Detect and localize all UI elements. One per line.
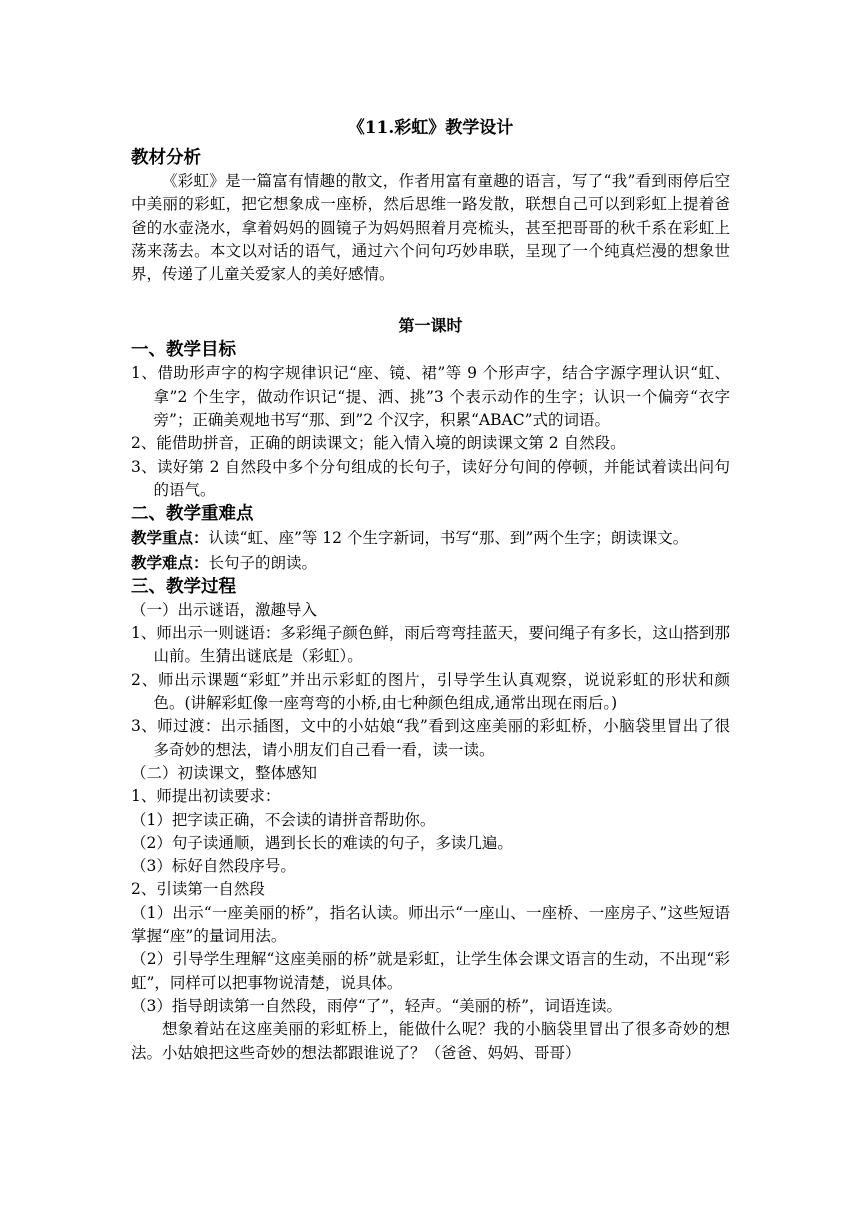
process-item: 1、师提出初读要求： xyxy=(131,787,281,806)
goal-item: 3、读好第 2 自然段中多个分句组成的长句子，读好分句间的停顿，并能试着读出问句的语气。 xyxy=(131,457,730,499)
process-item: 2、师出示课题“彩虹”并出示彩虹的图片，引导学生认真观察，说说彩虹的形状和颜色。(讲解彩虹像一座弯弯的小桥,由七种颜色组成,通常出现在雨后。) xyxy=(131,670,730,713)
process-item: （1）出示“一座美丽的桥”，指名认读。师出示“一座山、一座桥、一座房子、”这些短语掌握“座”的量词用法。 xyxy=(131,903,730,946)
key-point-paragraph xyxy=(131,526,730,550)
process-list xyxy=(131,599,730,1065)
process-item: （二）初读课文，整体感知 xyxy=(131,763,318,782)
process-item: （3）指导朗读第一自然段，雨停“了”，轻声。“美丽的桥”，词语连读。 xyxy=(131,996,623,1015)
process-item: （一）出示谜语，激趣导入 xyxy=(131,600,318,619)
process-heading: 三、教学过程 xyxy=(131,576,236,597)
key-point-label: 教学重点： xyxy=(131,528,209,548)
page-title: 《11.彩虹》教学设计 xyxy=(347,118,514,138)
process-item: （1）把字读正确，不会读的请拼音帮助你。 xyxy=(131,810,436,829)
goal-item: 1、借助形声字的构字规律识记“座、镜、裙”等 9 个形声字，结合字源字理认识“虹、拿”2 个生字，做动作识记“提、洒、挑”3 个表示动作的生字；认识一个偏旁“衣字旁”；正确美观地书写“那、到”2 个汉字，积累“ABAC”式的词语。 xyxy=(131,364,730,430)
analysis-paragraph: 《彩虹》是一篇富有情趣的散文，作者用富有童趣的语言，写了“我”看到雨停后空中美丽的彩虹，把它想象成一座桥，然后思维一路发散，联想自己可以到彩虹上提着爸爸的水壶浇水，拿着妈妈的圆镜子为妈妈照着月亮梳头，甚至把哥哥的秋千系在彩虹上荡来荡去。本文以对话的语气，通过六个问句巧妙串联，呈现了一个纯真烂漫的想象世界，传递了儿童关爱家人的美好感情。 xyxy=(131,172,730,284)
key-point-text: 认读“虹、座”等 12 个生字新词，书写“那、到”两个生字；朗读课文。 xyxy=(208,529,689,548)
goals-heading: 一、教学目标 xyxy=(131,340,236,361)
process-item: （3）标好自然段序号。 xyxy=(131,857,296,876)
difficulty-label: 教学难点： xyxy=(131,552,209,572)
keypoints-heading: 二、教学重难点 xyxy=(131,504,254,525)
process-item: 3、师过渡：出示插图，文中的小姑娘“我”看到这座美丽的彩虹桥，小脑袋里冒出了很多奇妙的想法，请小朋友们自己看一看，读一读。 xyxy=(131,717,730,759)
goal-item: 2、能借助拼音，正确的朗读课文；能入情入境的朗读课文第 2 自然段。 xyxy=(131,434,626,453)
process-item: （2）句子读通顺，遇到长长的难读的句子，多读几遍。 xyxy=(131,833,513,852)
process-item: 想象着站在这座美丽的彩虹桥上，能做什么呢？我的小脑袋里冒出了很多奇妙的想法。小姑娘把这些奇妙的想法都跟谁说了？（爸爸、妈妈、哥哥） xyxy=(131,1020,730,1062)
process-item: 2、引读第一自然段 xyxy=(131,880,265,899)
lesson-title: 第一课时 xyxy=(398,316,463,336)
analysis-heading: 教材分析 xyxy=(131,148,201,168)
process-item: 1、师出示一则谜语：多彩绳子颜色鲜，雨后弯弯挂蓝天，要问绳子有多长，这山搭到那山前。生猜出谜底是（彩虹）。 xyxy=(131,624,730,666)
difficulty-paragraph xyxy=(131,551,730,575)
difficulty-text: 长句子的朗读。 xyxy=(208,553,318,572)
process-item: （2）引导学生理解“这座美丽的桥”就是彩虹，让学生体会课文语言的生动，不出现“彩虹”，同样可以把事物说清楚，说具体。 xyxy=(131,950,730,992)
